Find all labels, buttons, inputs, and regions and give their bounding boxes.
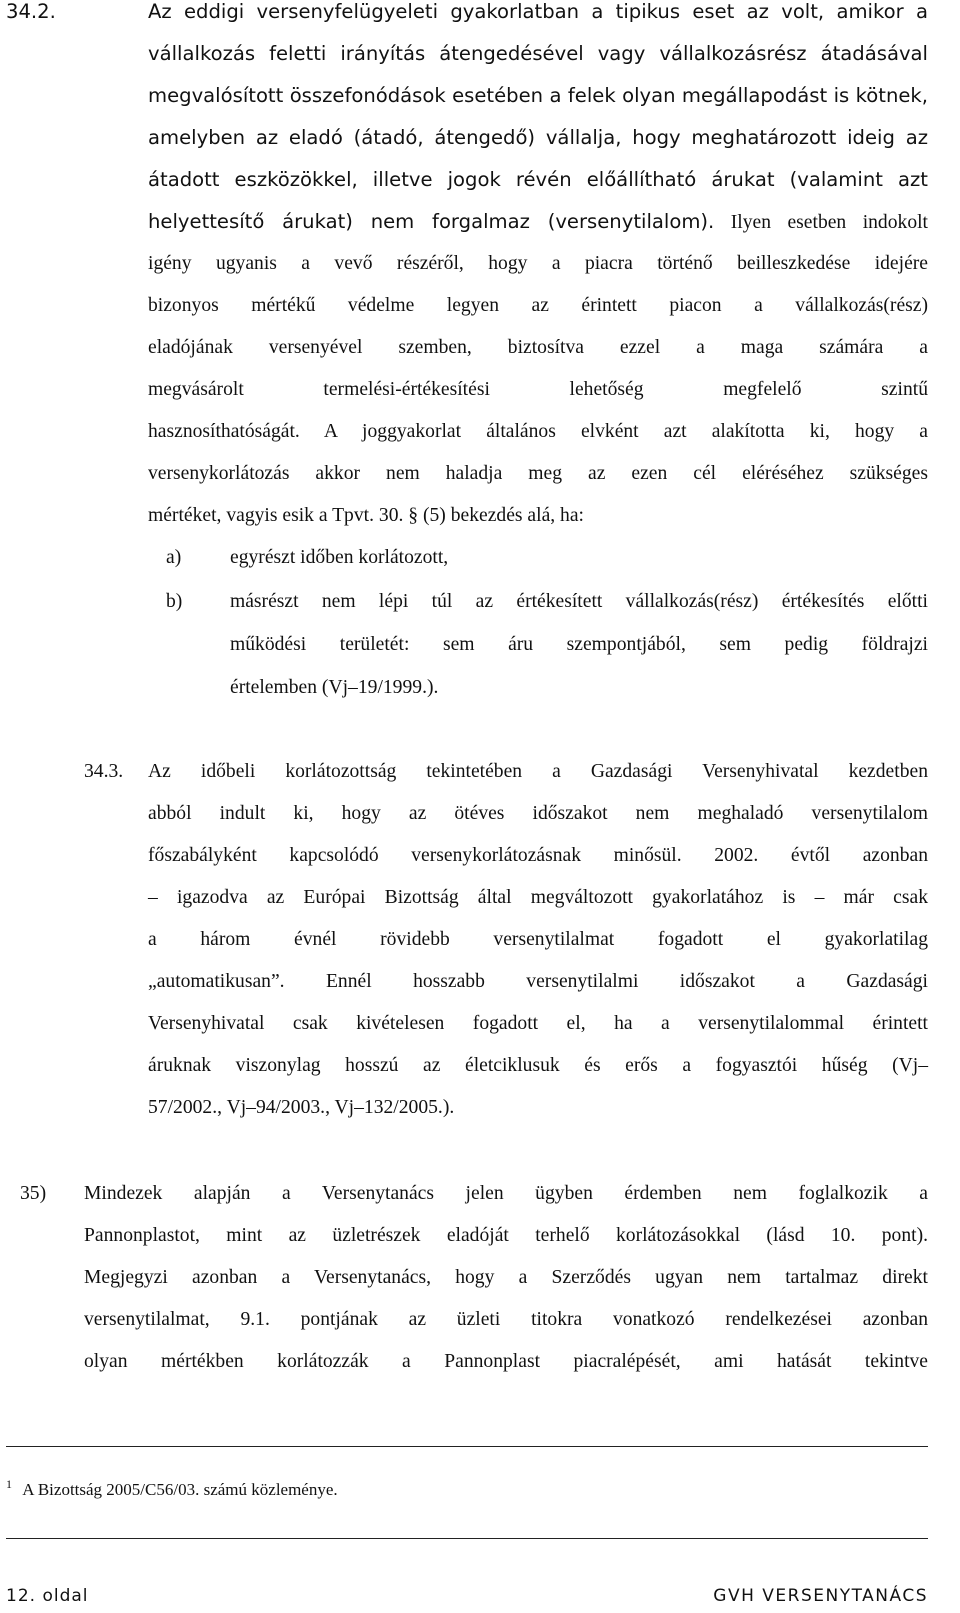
- text-line: bizonyos mértékű védelme legyen az érintett piacon a vállalkozás(rész): [148, 295, 928, 316]
- footnote-divider: [6, 1446, 928, 1447]
- text-line: Az időbeli korlátozottság tekintetében a Gazdasági Versenyhivatal kezdetben: [148, 761, 928, 782]
- text-line: a három évnél rövidebb versenytilalmat fogadott el gyakorlatilag: [148, 929, 928, 950]
- footer-org-name: GVH VERSENYTANÁCS: [713, 1586, 928, 1606]
- list-label: a): [166, 547, 182, 568]
- list-item-text: értelemben (Vj–19/1999.).: [230, 677, 439, 698]
- text-line: helyettesítő árukat) nem forgalmaz (versenytilalom). Ilyen esetben indokolt: [148, 210, 929, 233]
- text-line: megvalósított összefonódások esetében a felek olyan megállapodást is kötnek,: [148, 84, 928, 107]
- text-line: Mindezek alapján a Versenytanács jelen ügyben érdemben nem foglalkozik a: [84, 1183, 928, 1204]
- paragraph-number: 35): [20, 1183, 47, 1204]
- text-line: Az eddigi versenyfelügyeleti gyakorlatban a tipikus eset az volt, amikor a: [148, 0, 928, 23]
- text-line: Pannonplastot, mint az üzletrészek eladóját terhelő korlátozásokkal (lásd 10. pont).: [84, 1225, 928, 1246]
- text-line: „automatikusan”. Ennél hosszabb versenytilalmi időszakot a Gazdasági: [148, 971, 928, 992]
- text-line: Versenyhivatal csak kivételesen fogadott el, ha a versenytilalommal érintett: [148, 1013, 928, 1034]
- footnote-text: A Bizottság 2005/C56/03. számú közleménye.: [22, 1479, 338, 1499]
- text-line: áruknak viszonylag hosszú az életciklusuk és erős a fogyasztói hűség (Vj–: [148, 1055, 928, 1076]
- text-line: átadott eszközökkel, illetve jogok révén előállítható árukat (valamint azt: [148, 168, 928, 191]
- text-line: versenytilalmat, 9.1. pontjának az üzleti titokra vonatkozó rendelkezései azonban: [84, 1309, 928, 1330]
- text-line: mértéket, vagyis esik a Tpvt. 30. § (5) bekezdés alá, ha:: [148, 505, 584, 526]
- list-item-text: működési területét: sem áru szempontjából, sem pedig földrajzi: [230, 634, 928, 655]
- text-line: Megjegyzi azonban a Versenytanács, hogy a Szerződés ugyan nem tartalmaz direkt: [84, 1267, 928, 1288]
- list-item-text: másrészt nem lépi túl az értékesített vállalkozás(rész) értékesítés előtti: [230, 591, 928, 612]
- page-number: 12. oldal: [6, 1586, 89, 1606]
- text-line: 57/2002., Vj–94/2003., Vj–132/2005.).: [148, 1097, 455, 1118]
- text-line: főszabályként kapcsolódó versenykorlátozásnak minősül. 2002. évtől azonban: [148, 845, 928, 866]
- footnote-mark: 1: [6, 1477, 12, 1491]
- text-line: amelyben az eladó (átadó, átengedő) vállalja, hogy meghatározott ideig az: [148, 126, 928, 149]
- list-item-text: egyrészt időben korlátozott,: [230, 547, 449, 568]
- text-line: abból indult ki, hogy az ötéves időszakot nem meghaladó versenytilalom: [148, 803, 928, 824]
- text-line: – igazodva az Európai Bizottság által megváltozott gyakorlatához is – már csak: [148, 887, 928, 908]
- text-line: vállalkozás feletti irányítás átengedésével vagy vállalkozásrész átadásával: [148, 42, 928, 65]
- text-line: eladójának versenyével szemben, biztosítva ezzel a maga számára a: [148, 337, 928, 358]
- section-number: 34.3.: [84, 761, 124, 782]
- text-line: megvásárolt termelési-értékesítési lehetőség megfelelő szintű: [148, 379, 928, 400]
- text-line: igény ugyanis a vevő részéről, hogy a piacra történő beilleszkedése idejére: [148, 253, 928, 274]
- footer-divider: [6, 1538, 928, 1539]
- text-line: hasznosíthatóságát. A joggyakorlat általános elvként azt alakította ki, hogy a: [148, 421, 928, 442]
- text-line: versenykorlátozás akkor nem haladja meg az ezen cél eléréséhez szükséges: [148, 463, 928, 484]
- list-label: b): [166, 591, 183, 612]
- footnote: [6, 1474, 338, 1500]
- section-number: 34.2.: [6, 0, 56, 23]
- text-line: olyan mértékben korlátozzák a Pannonplast piacralépését, ami hatását tekintve: [84, 1351, 928, 1372]
